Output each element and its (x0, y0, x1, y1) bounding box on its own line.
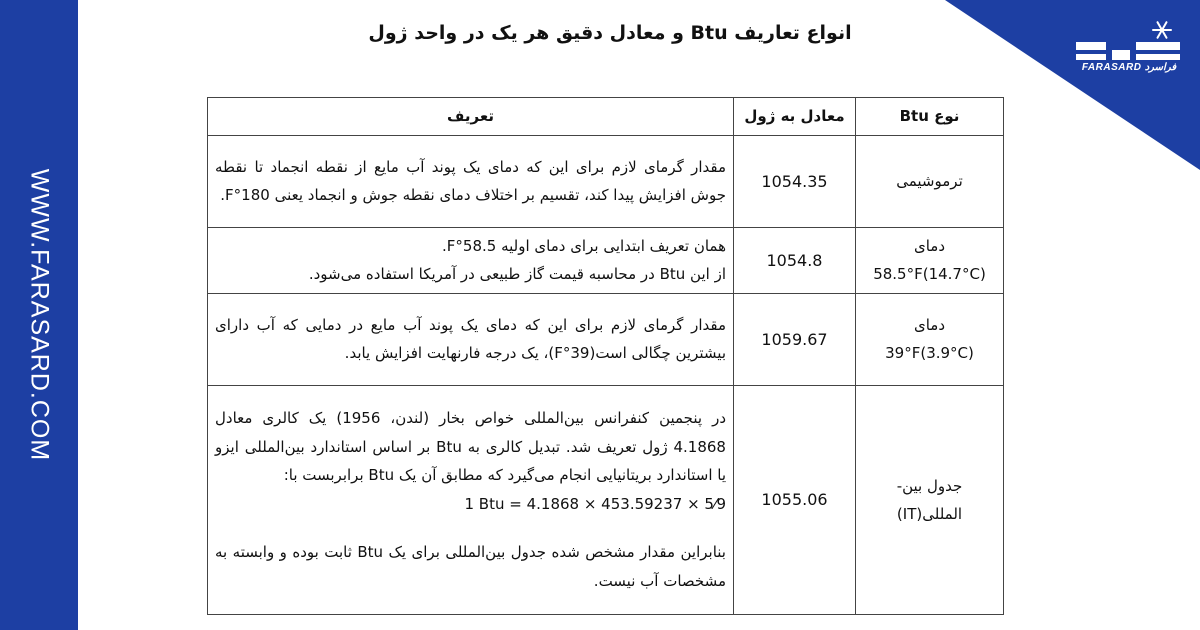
table-row (208, 135, 1004, 227)
definition-text: بنابراین مقدار مشخص شده جدول بین‌المللی برای یک Btu ثابت بوده و وابسته به مشخصات آب نیست. (215, 543, 726, 590)
cell-type-line: دمای (913, 237, 946, 255)
definition-line: از این Btu در محاسبه قیمت گاز طبیعی در آمریکا استفاده می‌شود. (308, 265, 726, 283)
cell-type (856, 385, 1004, 614)
cell-definition (208, 227, 734, 293)
cell-joule: 1059.67 (734, 293, 856, 385)
logo-text: FARASARD فراسرد (1081, 62, 1177, 73)
page-title: انواع تعاریف Btu و معادل دقیق هر یک در واحد ژول (368, 22, 852, 44)
side-band (0, 0, 78, 630)
cell-type-line: 39°F(3.9°C) (885, 344, 974, 362)
definition-line: همان تعریف ابتدایی برای دمای اولیه 58.5°F. (441, 236, 726, 255)
cell-type-line: 58.5°F(14.7°C) (873, 265, 986, 283)
cell-type (856, 293, 1004, 385)
site-url: WWW.FARASARD.COM (25, 168, 54, 462)
cell-type (856, 227, 1004, 293)
cell-type-line: المللی(IT) (896, 504, 963, 523)
cell-type-line: جدول بین- (896, 476, 963, 495)
definition-text: در پنجمین کنفرانس بین‌المللی خواص بخار (لندن، 1956) یک کالری معادل 4.1868 ژول تعریف شد. تبدیل کالری به Btu بر اساس استاندارد بین‌المللی ایزو یا استاندارد بریتانیایی انجام می‌گیرد که مطابق آن یک Btu برابربست با: (215, 409, 726, 484)
cell-joule: 1054.8 (734, 227, 856, 293)
table-row (208, 227, 1004, 293)
cell-definition (208, 385, 734, 614)
table-header-row (208, 98, 1004, 136)
spacer (215, 518, 726, 538)
cell-definition: مقدار گرمای لازم برای این که دمای یک پوند آب مایع در دمایی که آب دارای بیشترین چگالی است(39°F)، یک درجه فارنهایت افزایش یابد. (208, 293, 734, 385)
header-type: نوع Btu (856, 98, 1004, 136)
header-definition: تعریف (208, 98, 734, 136)
cell-definition: مقدار گرمای لازم برای این که دمای یک پوند آب مایع از نقطه انجماد تا نقطه جوش افزایش پیدا کند، تقسیم بر اختلاف دمای نقطه جوش و انجماد یعنی 180°F. (208, 135, 734, 227)
table-row (208, 385, 1004, 614)
cell-type: ترموشیمی (856, 135, 1004, 227)
btu-table (207, 97, 1004, 615)
btu-formula: 1 Btu = 4.1868 × 453.59237 × 5⁄9 (464, 494, 726, 513)
table-row (208, 293, 1004, 385)
farasard-logo-icon (1068, 14, 1188, 84)
cell-joule: 1054.35 (734, 135, 856, 227)
cell-type-line: دمای (913, 316, 946, 334)
header-joule: معادل به ژول (734, 98, 856, 136)
cell-joule: 1055.06 (734, 385, 856, 614)
